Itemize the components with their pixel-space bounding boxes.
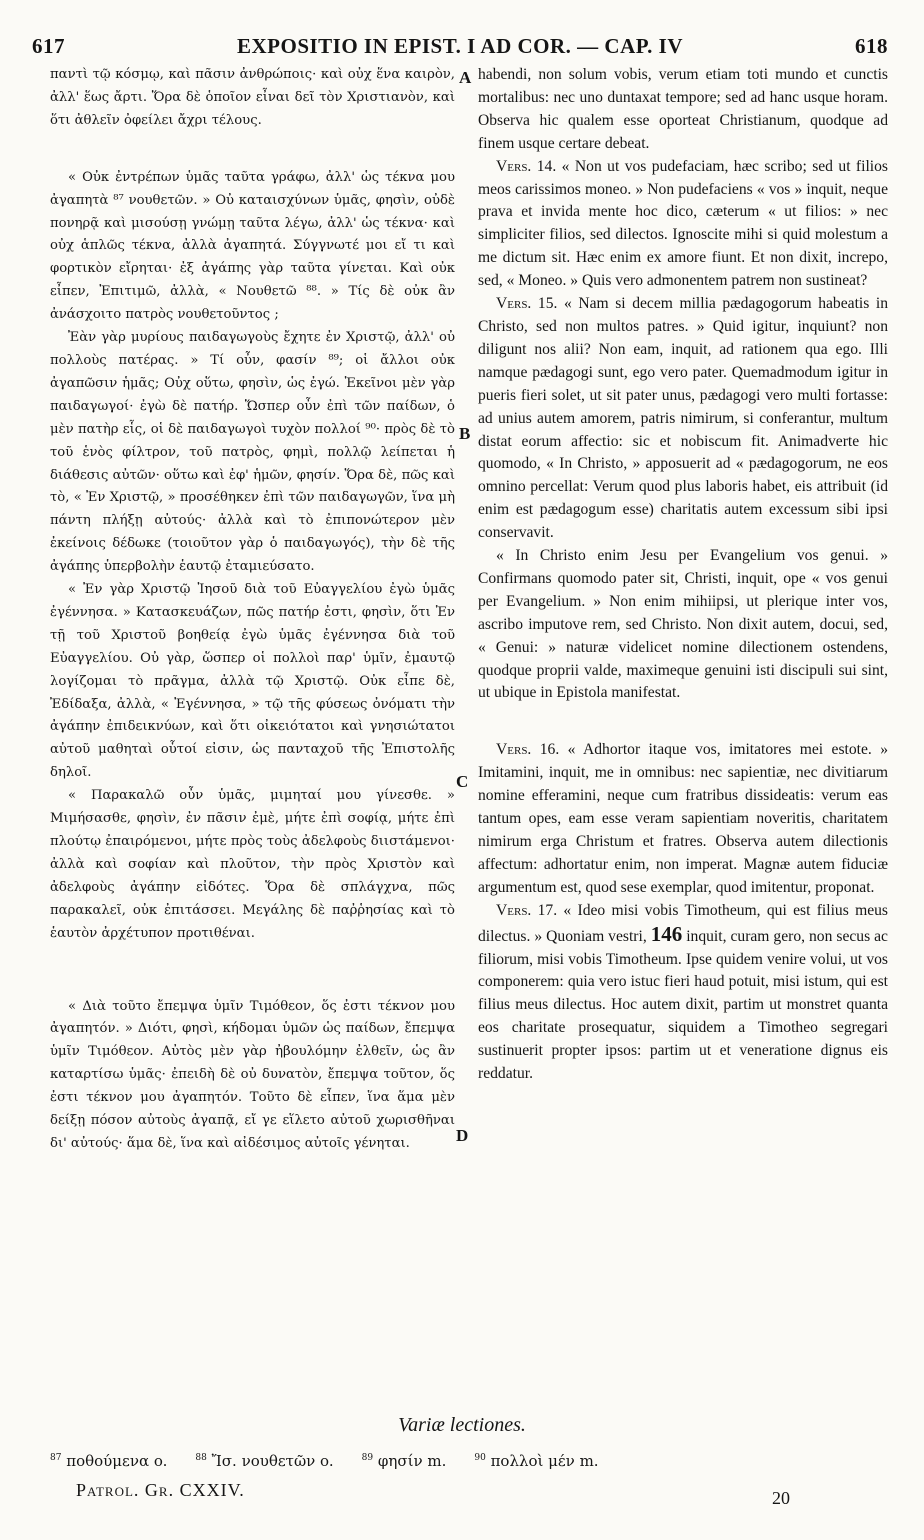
gathering-number: 20	[772, 1488, 790, 1508]
running-title: EXPOSITIO IN EPIST. I AD COR. — CAP. IV	[236, 34, 683, 58]
greek-paragraph: « Παρακαλῶ οὖν ὑμᾶς, μιμηταί μου γίνεσθε. » Μιμήσασθε, φησὶν, ἐν πᾶσιν ἐμὲ, μήτε ἐπὶ σοφίᾳ, μήτε ἐπὶ πλούτῳ ἐπαιρόμενοι, μήτε πρὸς τοὺς ἀδελφοὺς διιστάμενοι· ἀλλὰ καὶ σοφίαν καὶ πλοῦτον, τὴν πρὸς Χριστὸν καὶ ἀδελφοὺς ἀγάπην εἰδότες. Ὅρα δὲ σπλάγχνα, πῶς παρακαλεῖ, οὐκ ἐπιτάσσει. Μεγάλης δὲ παῤῥησίας καὶ τὸ ἑαυτὸν ἀρχέτυπον προτιθέναι.	[50, 788, 455, 941]
patrologia-signature: Patrol. Gr. CXXIV.	[76, 1480, 245, 1500]
greek-paragraph: « Διὰ τοῦτο ἔπεμψα ὑμῖν Τιμόθεον, ὅς ἐστι τέκνον μου ἀγαπητόν. » Διότι, φησὶ, κήδομαι ὑμῶν ὡς παίδων, ἔπεμψα ὑμῖν Τιμόθεον. Αὐτὸς μὲν γὰρ ἠβουλόμην ἐλθεῖν, ὡς ἂν καταρτίσω ὑμᾶς· ἐπειδὴ δὲ οὐ δυνατὸν, ἔπεμψα τοῦτον, ὅς ἐστι τέκνον μου ἀγαπητόν. Τοῦτο δὲ εἶπεν, ἵνα ἅμα μὲν δείξῃ πόσον αὐτοὺς ἀγαπᾷ, εἴ γε εἵλετο αὐτοῦ χωρισθῆναι δι' αὐτούς· ἅμα δὲ, ἵνα καὶ αἰδέσιμος αὐτοῖς γένηται.	[50, 998, 455, 1151]
latin-paragraph: Vers. 16. « Adhortor itaque vos, imitatores mei estote. » Imitamini, inquit, me in omnibus: nec sapientiæ, nec divitiarum nomine efferamini, neque cum fratribus dissideatis: verum eas tantum opes, eam esse veram sapientiam noveritis, charitatem nimirum erga Christum et fratres. Observa autem dilectionis affectum: adhortatur enim, non imperat. Magnæ autem fiduciæ argumentum est, quod sese exemplar, quod imitentur, proponat.	[478, 741, 888, 896]
verse-label: Vers. 14.	[496, 157, 557, 175]
greek-paragraph: παντὶ τῷ κόσμῳ, καὶ πᾶσιν ἀνθρώποις· καὶ οὐχ ἕνα καιρὸν, ἀλλ' ἕως ἄρτι. Ὅρα δὲ ὁποῖον εἶναι δεῖ τὸν Χριστιανὸν, καὶ ὅτι ἀθλεῖν ὀφείλει ἄχρι τέλους.	[50, 67, 455, 128]
variant-notes	[50, 1452, 870, 1470]
verse-label: Vers. 15.	[496, 295, 558, 313]
right-page-number: 618	[854, 34, 888, 58]
variae-lectiones-title: Variæ lectiones.	[398, 1414, 526, 1436]
latin-column	[478, 64, 888, 1086]
variant-note: $^{87}$ ποθούμενα o.	[50, 1452, 168, 1470]
variant-note: $^{88}$ Ἴσ. νουθετῶν o.	[195, 1452, 334, 1470]
variant-note: $^{89}$ φησίν m.	[361, 1452, 447, 1470]
margin-marker-c: C	[456, 772, 469, 791]
column-number: 146	[650, 921, 683, 946]
greek-paragraph: « Ἐν γὰρ Χριστῷ Ἰησοῦ διὰ τοῦ Εὐαγγελίου ἐγὼ ὑμᾶς ἐγέννησα. » Κατασκευάζων, πῶς πατήρ ἐστι, φησὶν, ὅτι Ἐν τῇ τοῦ Χριστοῦ βοηθείᾳ ἐγὼ ὑμᾶς ἐγέννησα διὰ τοῦ Εὐαγγελίου. Οὐ γὰρ, ὥσπερ οἱ πολλοὶ παρ' ὑμῖν, ἐμαυτῷ λογίζομαι τὸ πρᾶγμα, ἀλλὰ τῷ Χριστῷ. Οὐκ εἶπε δὲ, Ἐδίδαξα, ἀλλὰ, « Ἐγέννησα, » τῷ τῆς φύσεως ὀνόματι τὴν ἀγάπην ἐπιδεικνύων, καὶ ὅτι οἰκειότατοι καὶ γνησιώτατοι αὐτοῦ μαθηταὶ οὗτοί εἰσιν, ὡς πανταχοῦ τῆς Ἐπιστολῆς δηλοῖ.	[50, 582, 455, 781]
left-page-number: 617	[32, 34, 65, 58]
latin-paragraph: Vers. 14. « Non ut vos pudefaciam, hæc scribo; sed ut filios meos carissimos moneo. » Non pudefaciens « vos » inquit, neque prava et invida mente hoc dico, cæterum « ut filios: » nec simpliciter filios, sed dilectos. Ignoscite mihi si quid molestum a me dictum sit. Hæc enim ex amore fiunt. Et non dixit, increpo, sed, « Moneo. » Quis vero admonentem patrem non sustineat?	[478, 157, 888, 290]
latin-paragraph: Vers. 17. « Ideo misi vobis Timotheum, qui est filius meus dilectus. » Quoniam vestri, 146 inquit, curam gero, non secus ac filiorum, misi vobis Timotheum. Ipse quidem venire volui, ut vos componerem: quia vero istuc fieri haud potuit, misi istum, qui est filius meus dilectus. Hoc autem dixit, partim ut monstret quanta eos charitate prosequatur, siquidem a Timotheo segregari sustinuerit propter ipsos: partim ut et veneratione dignus eis reddatur.	[478, 901, 888, 1083]
verse-label: Vers. 17.	[496, 901, 558, 919]
margin-marker-d: D	[456, 1126, 469, 1145]
latin-paragraph: Vers. 15. « Nam si decem millia pædagogorum habeatis in Christo, sed non multos patres. » Quid igitur, inquiunt? non diligunt nos alii? Non eam, inquit, ad rationem qua ego. Illi namque pædagogi sunt, ego vero pater. Quemadmodum igitur in pueris fieri solet, ut sit pater unus, pædagogi vero multi fortasse: ad unius autem amorem, patris nimirum, si conferantur, multum distat eorum affectio: sic et nobiscum fit. Animadverte hic quomodo, « In Christo, » apposuerit ad « pædagogorum, ne eos omnino percellat: Verum quod plus laboris habet, eis attribuit (id enim est pædagogum esse) charitatis autem excessum sibi ipsi conservavit.	[478, 295, 888, 542]
greek-paragraph: Ἐὰν γὰρ μυρίους παιδαγωγοὺς ἔχητε ἐν Χριστῷ, ἀλλ' οὐ πολλοὺς πατέρας. » Τί οὖν, φασίν ⁸⁹; οἱ ἄλλοι οὐκ ἀγαπῶσιν ἡμᾶς; Οὐχ οὕτω, φησὶν, ὡς ἐγώ. Ἐκεῖνοι μὲν γὰρ παιδαγωγοί· ἐγὼ δὲ πατήρ. Ὥσπερ οὖν ἐπὶ τῶν παίδων, ὁ μὲν πατὴρ εἷς, οἱ δὲ παιδαγωγοὶ τυχὸν πολλοί ⁹⁰· πρὸς δὲ τὸ τοῦ ἑνὸς φίλτρον, τοῦ πατρὸς, φημὶ, πολλῷ λείπεται ἡ διάθεσις αὐτῶν· οὕτω καὶ ἐφ' ἡμῶν, φησίν. Ὅρα δὲ, πῶς καὶ τὸ, « Ἐν Χριστῷ, » προσέθηκεν ἐπὶ τῶν παιδαγωγῶν, ἵνα μὴ πάντη πλήξῃ αὐτούς· ἀλλὰ καὶ τὸ ἐπιπονώτερον μὲν ἐκείνοις δέδωκε (τοιοῦτον γὰρ ὁ παιδαγωγός), τὴν δὲ τῆς ἀγάπης ὑπερβολὴν ἑαυτῷ ἐταμιεύσατο.	[50, 330, 455, 575]
greek-column	[50, 64, 455, 1156]
margin-marker-b: B	[459, 424, 471, 443]
greek-paragraph: « Οὐκ ἐντρέπων ὑμᾶς ταῦτα γράφω, ἀλλ' ὡς τέκνα μου ἀγαπητὰ ⁸⁷ νουθετῶν. » Οὐ καταισχύνων ὑμᾶς, φησὶν, οὐδὲ πονηρᾷ καὶ μισούσῃ γνώμῃ ταῦτα λέγω, ἀλλ' ὡς τέκνα· καὶ οὐχ ἁπλῶς τέκνα, ἀλλὰ ἀγαπητά. Σύγγνωτέ μοι εἴ τι καὶ φορτικὸν εἴρηται· ἐξ ἀγάπης γὰρ ταῦτα γίνεται. Καὶ οὐκ εἶπεν, Ἐπιτιμῶ, ἀλλὰ, « Νουθετῶ ⁸⁸. » Τίς δὲ οὐκ ἂν ἀνάσχοιτο πατρὸς νουθετοῦντος ;	[50, 169, 455, 323]
latin-paragraph: « In Christo enim Jesu per Evangelium vos genui. » Confirmans quomodo pater sit, Christi, inquit, ope « vos genui per Evangelium. » Non enim mihiipsi, ut plerique inter vos, ascribo imputove rem, sed Christo. Non dixit autem, docui, sed, « Genui: » naturæ videlicet nomine dilectionem ostendens, quodque proprii valde, maximeque genuini isti discipuli sui sint, ut ubique in Epistola manifestat.	[478, 547, 888, 702]
latin-paragraph: habendi, non solum vobis, verum etiam toti mundo et cunctis mortalibus: nec uno duntaxat tempore; sed ad hanc usque horam. Observa hic qualem esse oporteat Christianum, quodque ad finem usque certare debeat.	[478, 66, 888, 152]
running-header	[32, 34, 888, 62]
verse-label: Vers. 16.	[496, 741, 560, 759]
margin-marker-a: A	[459, 68, 472, 87]
variant-note: $^{90}$ πολλοὶ μέν m.	[474, 1452, 599, 1470]
